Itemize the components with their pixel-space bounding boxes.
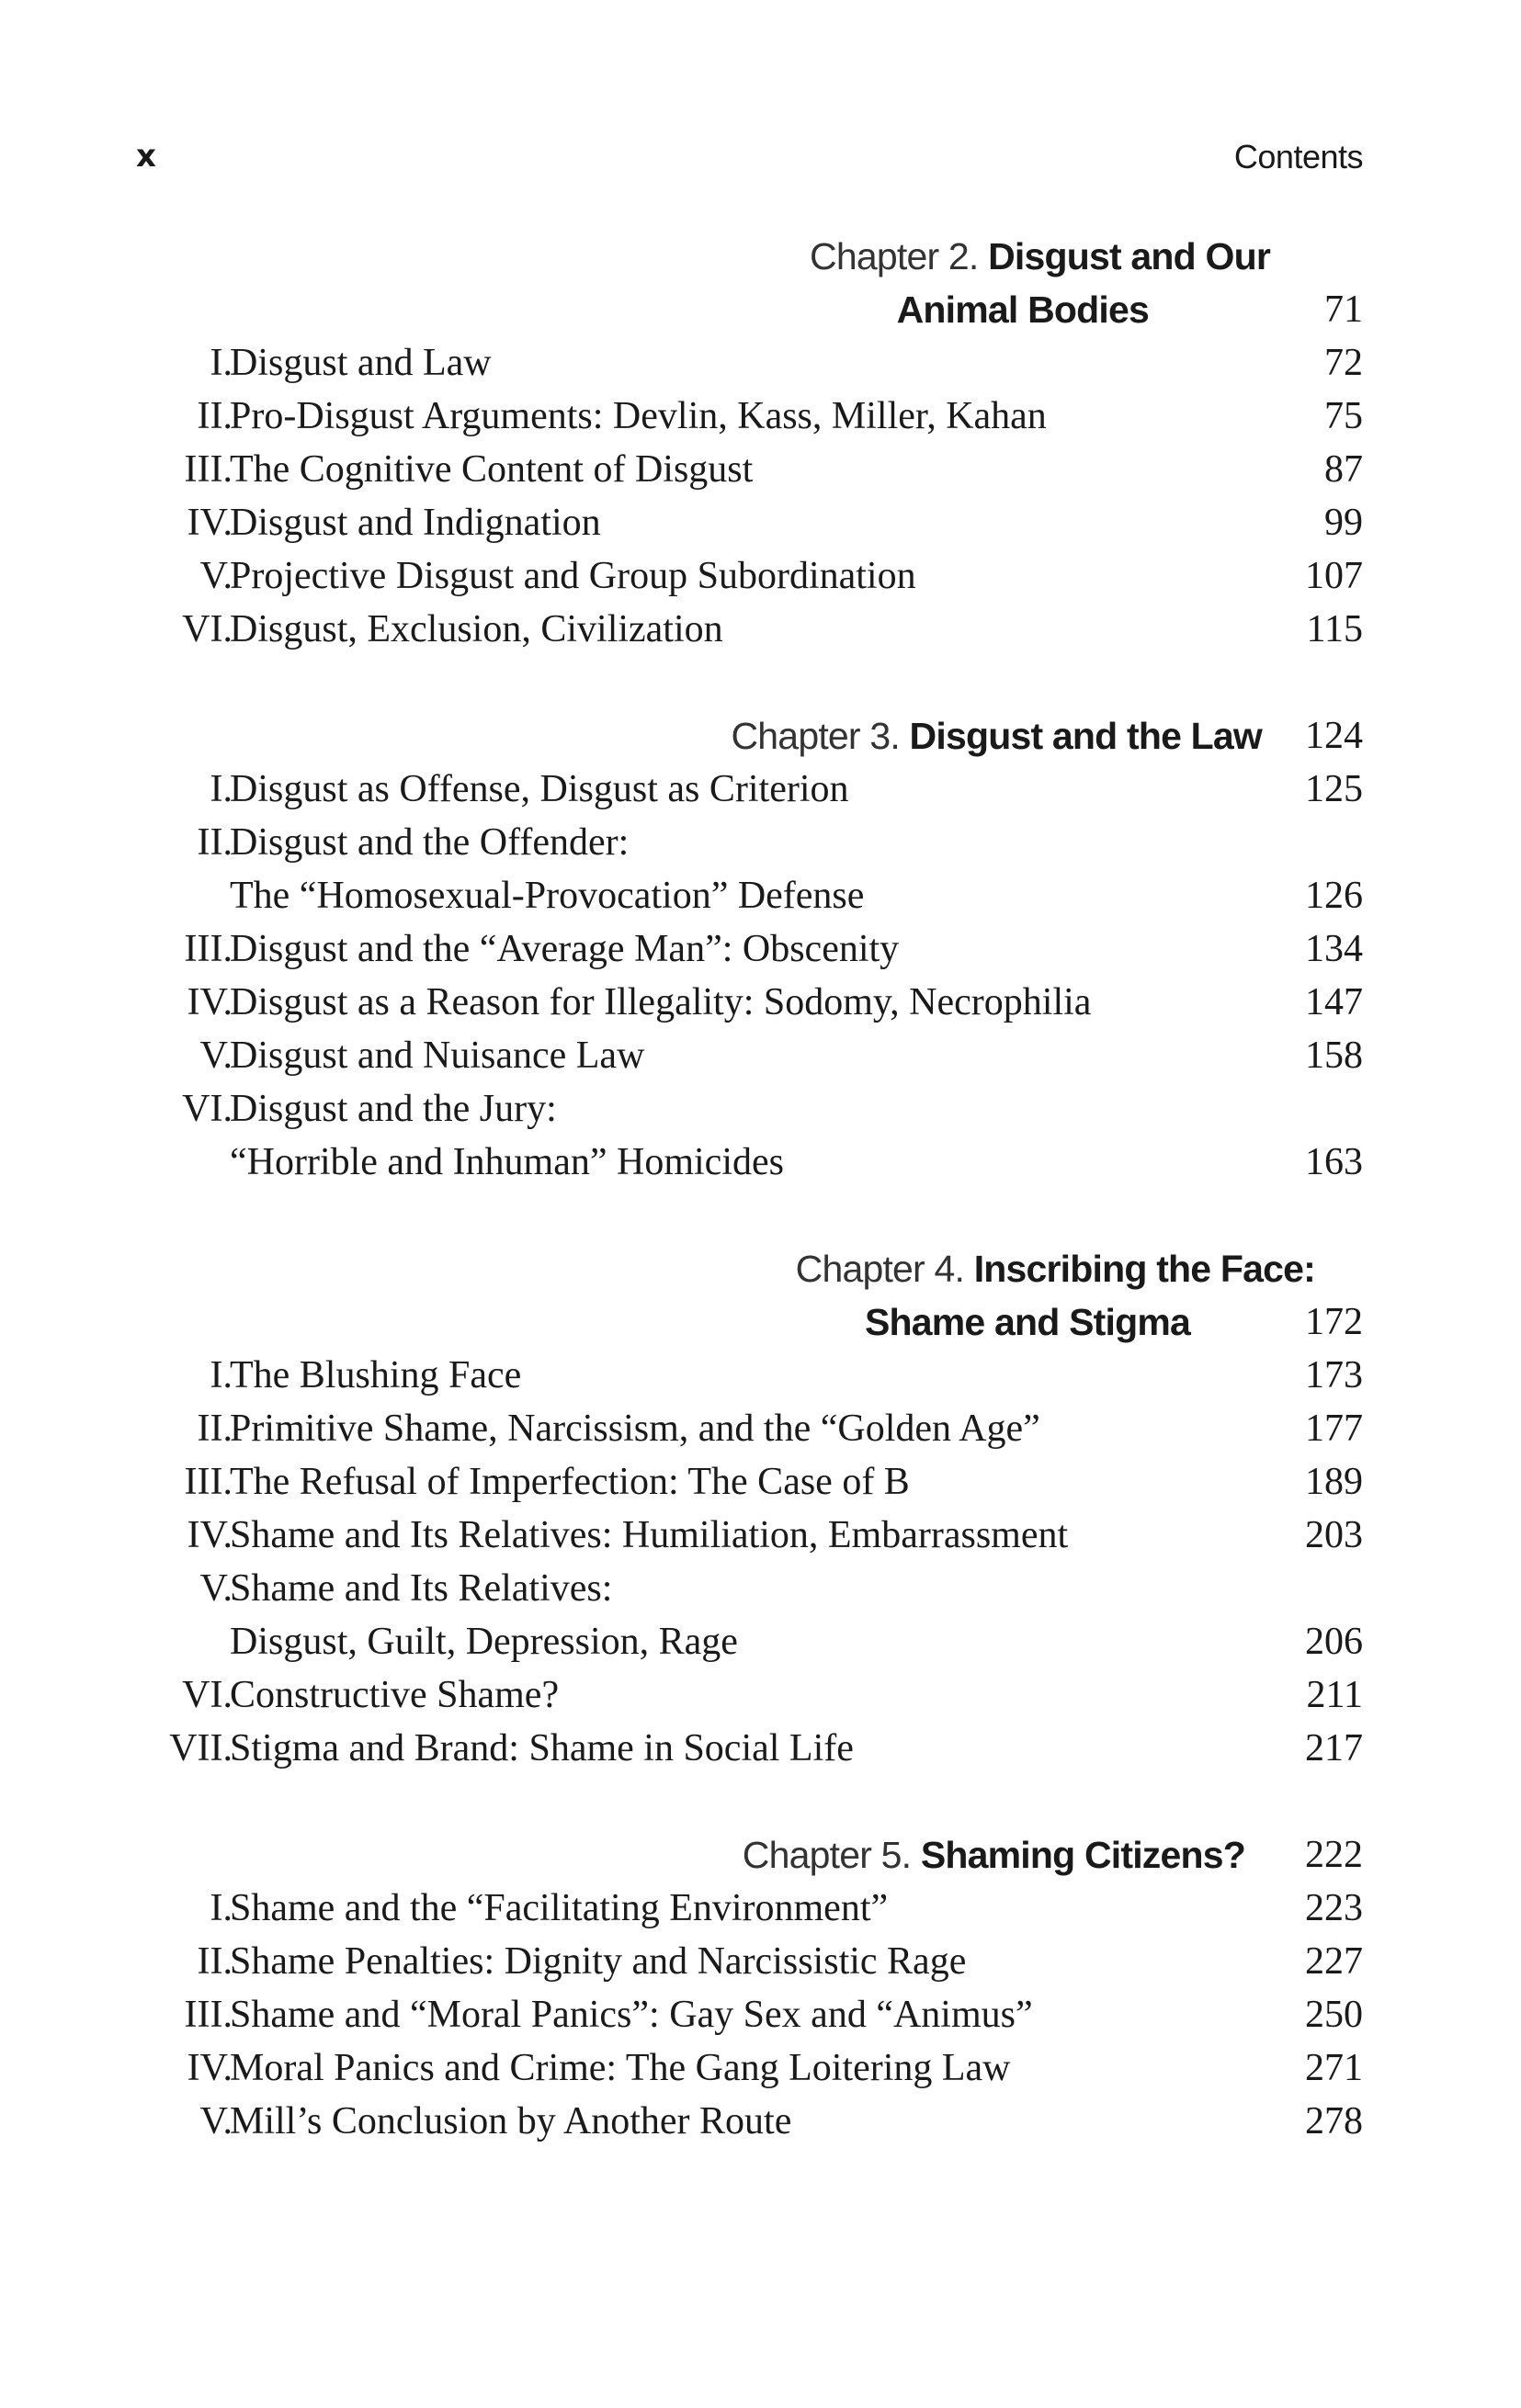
chapter-page-number: 172 xyxy=(1305,1301,1363,1343)
chapter-spacer xyxy=(0,1775,1521,1828)
toc-entry xyxy=(0,603,1521,656)
section-title-continued: “Horrible and Inhuman” Homicides xyxy=(230,1141,784,1183)
toc-entry xyxy=(0,1935,1521,1988)
section-numeral: I. xyxy=(210,342,233,384)
toc-entry xyxy=(0,1882,1521,1935)
section-numeral: III. xyxy=(184,928,233,970)
section-title: Disgust and the “Average Man”: Obscenity xyxy=(230,928,900,970)
section-title: Shame and “Moral Panics”: Gay Sex and “Animus” xyxy=(230,1994,1033,2036)
section-numeral: I. xyxy=(210,1887,233,1929)
section-page-number: 87 xyxy=(1324,448,1363,491)
toc-entry xyxy=(0,336,1521,390)
toc-entry xyxy=(0,496,1521,549)
chapter-title: Inscribing the Face: xyxy=(973,1248,1315,1290)
toc-entry xyxy=(0,1082,1521,1136)
chapter-title: Shaming Citizens? xyxy=(920,1834,1245,1876)
section-numeral: VI. xyxy=(182,608,233,650)
section-numeral: I. xyxy=(210,768,233,810)
section-page-number: 211 xyxy=(1306,1674,1363,1716)
section-numeral: II. xyxy=(197,395,233,437)
section-title: Shame and the “Facilitating Environment” xyxy=(230,1887,889,1929)
section-numeral: III. xyxy=(184,448,233,491)
section-page-number: 177 xyxy=(1305,1407,1363,1450)
chapter-heading-continued xyxy=(0,283,1521,336)
section-title: Shame and Its Relatives: xyxy=(230,1567,613,1610)
toc-entry-continued xyxy=(0,1615,1521,1668)
section-numeral: IV. xyxy=(187,1514,233,1556)
section-title: Disgust and the Offender: xyxy=(230,821,630,864)
chapter-label: Chapter 4. xyxy=(795,1248,974,1290)
toc-entry xyxy=(0,1349,1521,1402)
section-numeral: III. xyxy=(184,1994,233,2036)
section-page-number: 189 xyxy=(1305,1461,1363,1503)
chapter-label: Chapter 5. xyxy=(742,1834,921,1876)
section-title: Disgust and the Jury: xyxy=(230,1088,557,1130)
section-page-number: 115 xyxy=(1306,608,1363,650)
section-numeral: II. xyxy=(197,1407,233,1450)
section-page-number: 158 xyxy=(1305,1034,1363,1077)
section-title-continued: The “Homosexual-Provocation” Defense xyxy=(230,875,865,917)
section-title: Constructive Shame? xyxy=(230,1674,560,1716)
section-page-number: 223 xyxy=(1305,1887,1363,1929)
chapter-heading xyxy=(0,1828,1521,1882)
section-page-number: 75 xyxy=(1324,395,1363,437)
section-numeral: I. xyxy=(210,1354,233,1396)
section-numeral: VI. xyxy=(182,1088,233,1130)
section-page-number: 134 xyxy=(1305,928,1363,970)
toc-entry xyxy=(0,763,1521,816)
toc-entry xyxy=(0,390,1521,443)
chapter-title: Animal Bodies xyxy=(896,288,1149,331)
section-title: Moral Panics and Crime: The Gang Loitering Law xyxy=(230,2047,1011,2089)
section-numeral: IV. xyxy=(187,502,233,544)
section-page-number: 72 xyxy=(1324,342,1363,384)
section-page-number: 206 xyxy=(1305,1621,1363,1663)
section-title: Disgust as a Reason for Illegality: Sodomy, Necrophilia xyxy=(230,981,1092,1023)
chapter-spacer xyxy=(0,656,1521,709)
toc-entry xyxy=(0,922,1521,976)
section-title: Primitive Shame, Narcissism, and the “Golden Age” xyxy=(230,1407,1040,1450)
toc-entry xyxy=(0,549,1521,603)
section-title: Disgust, Exclusion, Civilization xyxy=(230,608,723,650)
chapter-heading xyxy=(0,709,1521,763)
section-title: Disgust and Law xyxy=(230,342,492,384)
section-page-number: 271 xyxy=(1305,2047,1363,2089)
running-head-title: Contents xyxy=(1233,138,1363,175)
toc-entry xyxy=(0,976,1521,1029)
section-title: Shame and Its Relatives: Humiliation, Embarrassment xyxy=(230,1514,1069,1556)
chapter-heading xyxy=(0,1242,1521,1295)
toc-entry xyxy=(0,2041,1521,2095)
section-page-number: 250 xyxy=(1305,1994,1363,2036)
toc-entry xyxy=(0,1562,1521,1615)
section-title: The Blushing Face xyxy=(230,1354,522,1396)
section-numeral: II. xyxy=(197,821,233,864)
chapter-title: Disgust and Our xyxy=(988,235,1270,277)
section-numeral: V. xyxy=(199,1034,233,1077)
toc-entry xyxy=(0,1988,1521,2041)
section-title: The Refusal of Imperfection: The Case of B xyxy=(230,1461,910,1503)
section-numeral: V. xyxy=(199,1567,233,1610)
section-title: Stigma and Brand: Shame in Social Life xyxy=(230,1727,854,1769)
section-page-number: 147 xyxy=(1305,981,1363,1023)
section-numeral: II. xyxy=(197,1940,233,1983)
chapter-heading xyxy=(0,230,1521,283)
section-title: Mill’s Conclusion by Another Route xyxy=(230,2100,792,2142)
chapter-title: Shame and Stigma xyxy=(864,1301,1190,1343)
section-numeral: V. xyxy=(199,555,233,597)
section-numeral: VII. xyxy=(169,1727,233,1769)
section-title: Shame Penalties: Dignity and Narcissistic Rage xyxy=(230,1940,967,1983)
section-page-number: 126 xyxy=(1305,875,1363,917)
toc-entry xyxy=(0,443,1521,496)
section-numeral: IV. xyxy=(187,981,233,1023)
section-page-number: 173 xyxy=(1305,1354,1363,1396)
chapter-title: Disgust and the Law xyxy=(909,715,1262,757)
toc-entry xyxy=(0,1509,1521,1562)
toc-entry xyxy=(0,1402,1521,1455)
chapter-heading-continued xyxy=(0,1295,1521,1349)
toc-entry xyxy=(0,1029,1521,1082)
section-page-number: 227 xyxy=(1305,1940,1363,1983)
section-page-number: 217 xyxy=(1305,1727,1363,1769)
table-of-contents xyxy=(0,230,1521,2148)
section-numeral: V. xyxy=(199,2100,233,2142)
section-title: Pro-Disgust Arguments: Devlin, Kass, Miller, Kahan xyxy=(230,395,1047,437)
section-title: Disgust as Offense, Disgust as Criterion xyxy=(230,768,849,810)
toc-entry-continued xyxy=(0,1136,1521,1189)
toc-entry-continued xyxy=(0,869,1521,922)
toc-entry xyxy=(0,1668,1521,1722)
toc-entry xyxy=(0,1722,1521,1775)
toc-entry xyxy=(0,1455,1521,1509)
section-page-number: 99 xyxy=(1324,502,1363,544)
section-title: Projective Disgust and Group Subordination xyxy=(230,555,916,597)
chapter-page-number: 222 xyxy=(1305,1834,1363,1876)
section-title-continued: Disgust, Guilt, Depression, Rage xyxy=(230,1621,738,1663)
chapter-spacer xyxy=(0,1189,1521,1242)
running-head xyxy=(0,138,1521,184)
toc-entry xyxy=(0,2095,1521,2148)
page-folio: x xyxy=(136,138,156,175)
section-page-number: 125 xyxy=(1305,768,1363,810)
section-page-number: 107 xyxy=(1305,555,1363,597)
section-title: The Cognitive Content of Disgust xyxy=(230,448,754,491)
section-numeral: IV. xyxy=(187,2047,233,2089)
chapter-label: Chapter 3. xyxy=(731,715,910,757)
section-numeral: III. xyxy=(184,1461,233,1503)
section-page-number: 278 xyxy=(1305,2100,1363,2142)
chapter-label: Chapter 2. xyxy=(810,235,989,277)
chapter-page-number: 71 xyxy=(1324,288,1363,331)
section-page-number: 203 xyxy=(1305,1514,1363,1556)
chapter-page-number: 124 xyxy=(1305,715,1363,757)
section-title: Disgust and Nuisance Law xyxy=(230,1034,645,1077)
toc-entry xyxy=(0,816,1521,869)
section-numeral: VI. xyxy=(182,1674,233,1716)
section-title: Disgust and Indignation xyxy=(230,502,601,544)
section-page-number: 163 xyxy=(1305,1141,1363,1183)
